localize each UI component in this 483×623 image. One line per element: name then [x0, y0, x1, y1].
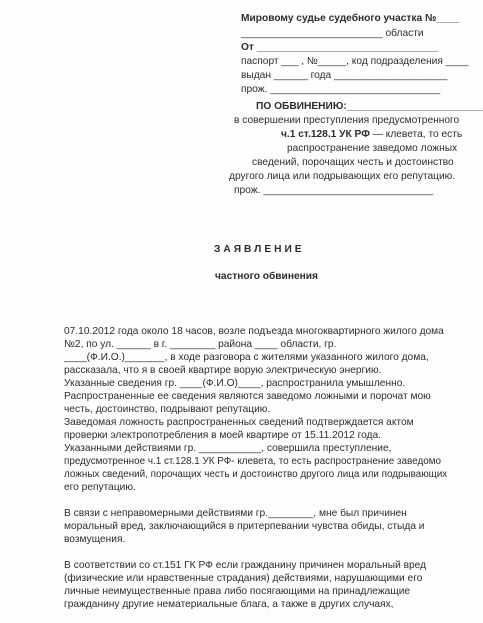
- p3-line-2: (физические или нравственные страдания) действиями, нарушающими его: [64, 573, 423, 584]
- header-court-line: Мировому судье судебного участка №____: [241, 13, 460, 24]
- p1-line-1: 07.10.2012 года около 18 часов, возле подъезда многоквартирного жилого дома: [64, 326, 444, 337]
- charge-article-rest: — клевета, то есть: [369, 129, 463, 140]
- header-residence-line: прож. ______________________________: [241, 84, 441, 95]
- charge-residence-line: прож. ______________________________: [234, 185, 434, 196]
- p3-line-4: гражданину другие нематериальные блага, а также в других случаях,: [64, 599, 394, 610]
- p1-line-11: предусмотренное ч.1 ст.128.1 УК РФ- клевета, то есть распространение заведомо: [64, 456, 441, 467]
- p1-line-10: Указанными действиями гр. ___________, совершила преступление,: [64, 443, 392, 454]
- p1-line-3: ____(Ф.И.О.)_______, в ходе разговора с жителями указанного жилого дома,: [64, 352, 429, 363]
- charge-article: ч.1 ст.128.1 УК РФ: [281, 129, 370, 140]
- p2-line-3: возмущения.: [64, 534, 126, 545]
- document-title: ЗАЯВЛЕНИЕ: [214, 244, 305, 255]
- charge-line-1: в совершении преступления предусмотренного: [234, 115, 460, 126]
- charge-line-2: [281, 129, 462, 141]
- p2-line-2: моральный вред, заключающийся в притерпевании чувства обиды, стыда и: [64, 521, 425, 532]
- p3-line-1: В соответствии со ст.151 ГК РФ если гражданину причинен моральный вред: [64, 560, 427, 571]
- p2-line-1: В связи с неправомерными действиями гр.________, мне был причинен: [64, 508, 407, 519]
- p1-line-2: №2, по ул. ______ в г. ________ района ____ области, гр.: [64, 339, 337, 350]
- accusation-title: ПО ОБВИНЕНИЮ:________________________: [256, 101, 483, 112]
- charge-line-3: распространение заведомо ложных: [287, 143, 458, 154]
- p1-line-5: Указанные сведения гр. ____(Ф.И.О)____, распространила умышленно.: [64, 378, 406, 389]
- charge-line-5: другого лица или подрывающих его репутацию.: [229, 171, 456, 182]
- p1-line-9: проверки электропотребления в моей квартире от 15.11.2012 года.: [64, 430, 381, 441]
- charge-line-4: сведений, порочащих честь и достоинство: [252, 157, 454, 168]
- p3-line-3: личные неимущественные права либо посягающими на принадлежащие: [64, 586, 411, 597]
- p1-line-8: Заведомая ложность распространенных сведений подтверждается актом: [64, 417, 414, 428]
- p1-line-7: честь, достоинство, подрывают репутацию.: [64, 404, 271, 415]
- header-issued-line: выдан ______ года ____________________: [241, 70, 448, 81]
- p1-line-12: ложных сведений, порочащих честь и достоинство другого лица или подрывающих: [64, 469, 448, 480]
- document-subtitle: частного обвинения: [215, 271, 318, 282]
- p1-line-13: его репутацию.: [64, 482, 136, 493]
- header-from-line: От ________________________________: [241, 42, 439, 53]
- p1-line-4: рассказала, что я в своей квартире ворую электрическую энергию.: [64, 365, 382, 376]
- p1-line-6: Распространенные ее сведения являются заведомо ложными и порочат мою: [64, 391, 431, 402]
- header-passport-line: паспорт ___ , №_____, код подразделения ____: [241, 56, 469, 67]
- header-region-line: _________________________ области: [241, 28, 424, 39]
